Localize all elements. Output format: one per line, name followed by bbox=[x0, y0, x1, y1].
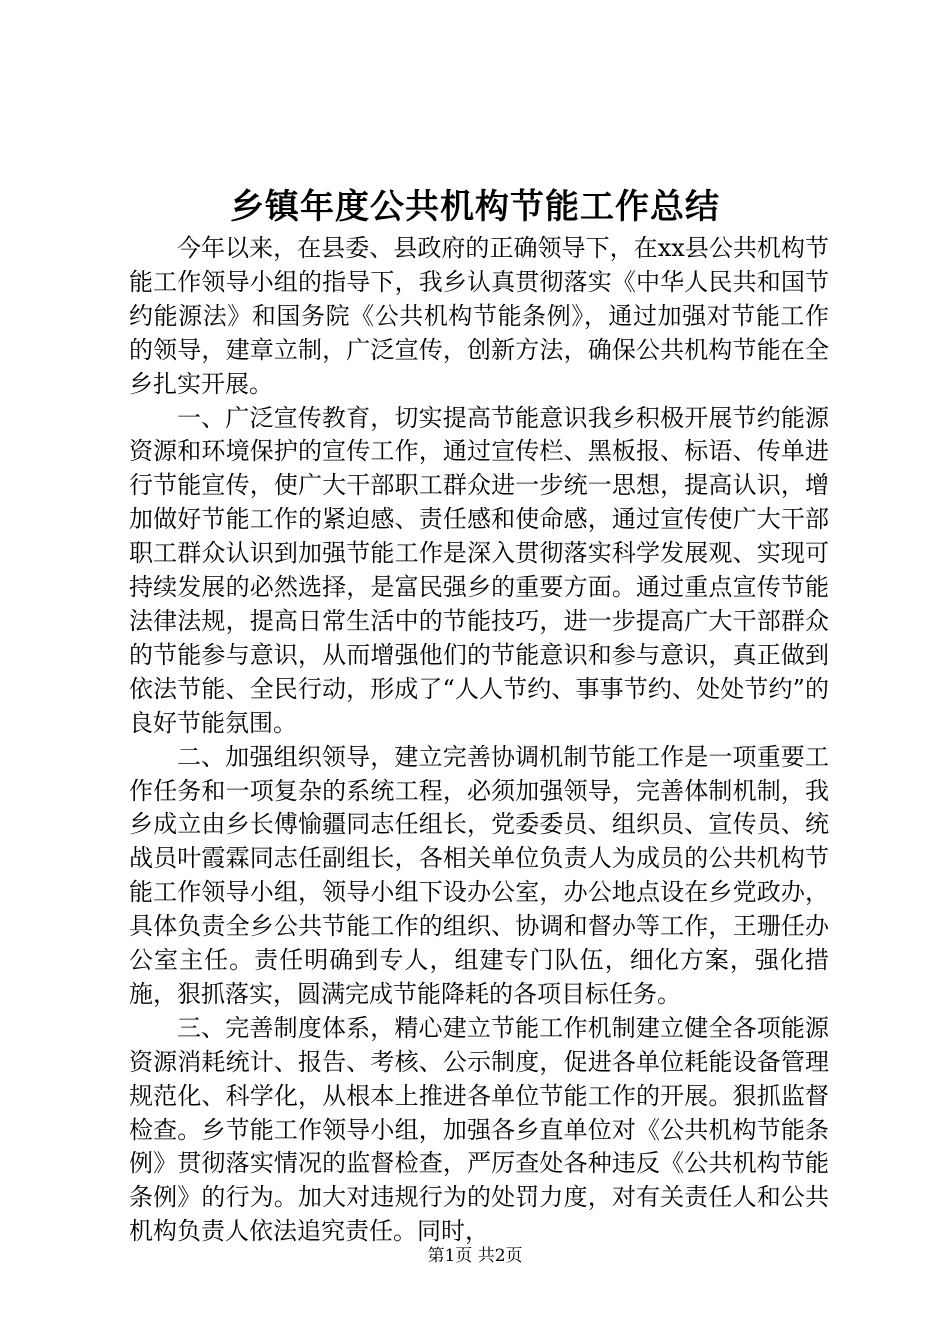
paragraph-intro: 今年以来，在县委、县政府的正确领导下，在xx县公共机构节能工作领导小组的指导下，我乡认真贯彻落实《中华人民共和国节约能源法》和国务院《公共机构节能条例》，通过加强对节能工作的领导，建章立制，广泛宣传，创新方法，确保公共机构节能在全乡扎实开展。 bbox=[129, 234, 829, 398]
document-title: 乡镇年度公共机构节能工作总结 bbox=[230, 187, 720, 227]
paragraph-section-3: 三、完善制度体系，精心建立节能工作机制建立健全各项能源资源消耗统计、报告、考核、公示制度，促进各单位耗能设备管理规范化、科学化，从根本上推进各单位节能工作的开展。狠抓监督检查。乡节能工作领导小组，加强各乡直单位对《公共机构节能条例》贯彻落实情况的监督检查，严厉查处各种违反《公共机构节能条例》的行为。加大对违规行为的处罚力度，对有关责任人和公共机构负责人依法追究责任。同时， bbox=[129, 1013, 829, 1246]
page-number-footer: 第1页 共2页 bbox=[427, 1246, 523, 1266]
document-body bbox=[129, 232, 829, 1249]
paragraph-section-1: 一、广泛宣传教育，切实提高节能意识我乡积极开展节约能源资源和环境保护的宣传工作，通过宣传栏、黑板报、标语、传单进行节能宣传，使广大干部职工群众进一步统一思想，提高认识，增加做好节能工作的紧迫感、责任感和使命感，通过宣传使广大干部职工群众认识到加强节能工作是深入贯彻落实科学发展观、实现可持续发展的必然选择，是富民强乡的重要方面。通过重点宣传节能法律法规，提高日常生活中的节能技巧，进一步提高广大干部群众的节能参与意识，从而增强他们的节能意识和参与意识，真正做到依法节能、全民行动，形成了“人人节约、事事节约、处处节约”的良好节能氛围。 bbox=[129, 403, 829, 737]
paragraph-section-2: 二、加强组织领导，建立完善协调机制节能工作是一项重要工作任务和一项复杂的系统工程，必须加强领导，完善体制机制，我乡成立由乡长傅愉疆同志任组长，党委委员、组织员、宣传员、统战员叶霞霖同志任副组长，各相关单位负责人为成员的公共机构节能工作领导小组，领导小组下设办公室，办公地点设在乡党政办，具体负责全乡公共节能工作的组织、协调和督办等工作，王珊任办公室主任。责任明确到专人，组建专门队伍，细化方案，强化措施，狠抓落实，圆满完成节能降耗的各项目标任务。 bbox=[129, 742, 829, 1008]
